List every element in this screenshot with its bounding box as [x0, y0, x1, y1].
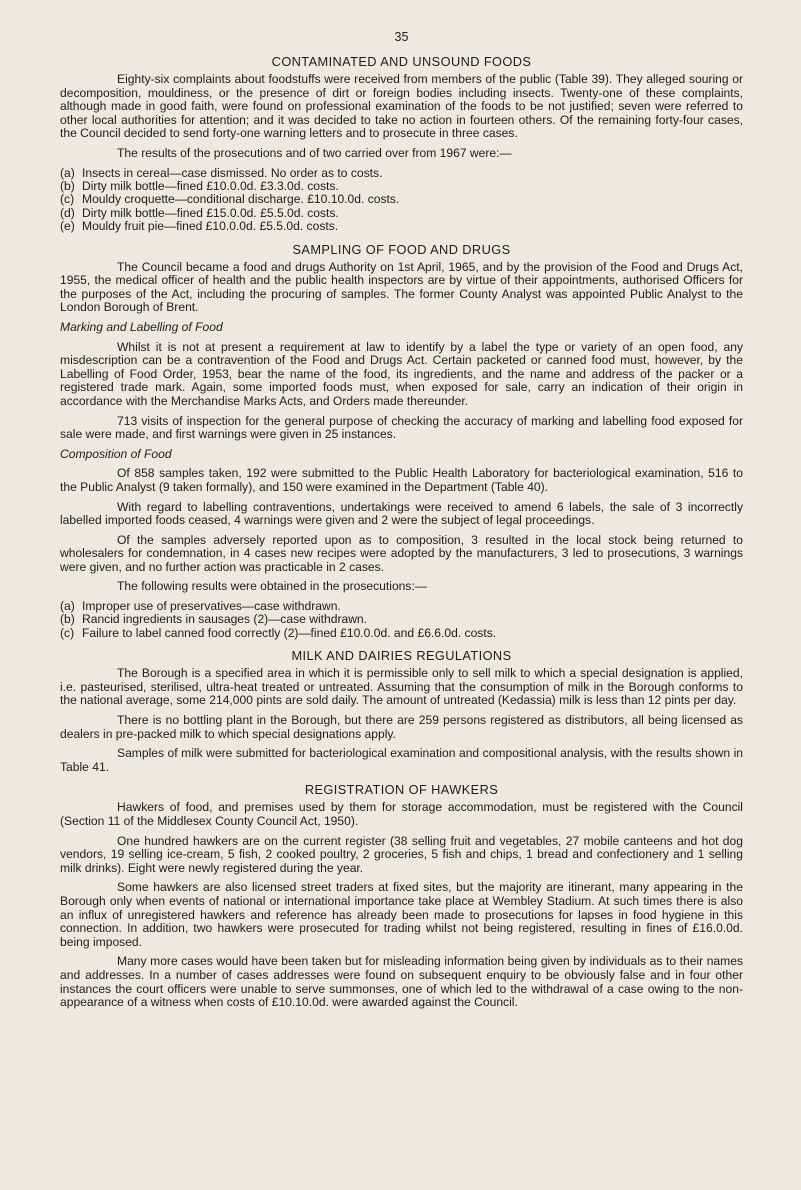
list-item-label: (c): [60, 192, 75, 207]
list-item-text: Dirty milk bottle—fined £10.0.0d. £3.3.0d. costs.: [82, 178, 339, 193]
paragraph: 713 visits of inspection for the general purpose of checking the accuracy of marking and labelling food exposed for sale were made, and first warnings were given in 25 instances.: [60, 413, 743, 442]
list-item-label: (a): [60, 599, 75, 614]
list-item-label: (e): [60, 219, 75, 234]
subheading-marking: Marking and Labelling of Food: [60, 319, 223, 334]
paragraph: Eighty-six complaints about foodstuffs were received from members of the public (Table 39). They alleged souring or decomposition, mouldiness, or the presence of dirt or foreign bodies including insects. Twenty-one of these complaints, although made in good faith, were found on professional examination of the foods to be not justified; seven were referred to other local authorities for attention; and it was decided to take no action in fourteen others. Of the remaining forty-four cases, the Council decided to send forty-one warning letters and to prosecute in three cases.: [60, 72, 743, 141]
list-item-label: (b): [60, 612, 75, 627]
list-item-text: Dirty milk bottle—fined £15.0.0d. £5.5.0d. costs.: [82, 205, 339, 220]
paragraph: The Borough is a specified area in which it is permissible only to sell milk to which a special designation is applied, i.e. pasteurised, sterilised, ultra-heat treated or untreated. Assuming that the consumption of milk in the Borough conforms to the national average, some 214,000 pints are sold daily. The amount of untreated (Kedassia) milk is less than 12 pints per day.: [60, 666, 743, 708]
list-item: [60, 180, 743, 193]
paragraph: The Council became a food and drugs Authority on 1st April, 1965, and by the provision of the Food and Drugs Act, 1955, the medical officer of health and the public health inspectors are by virtue of their appointments, authorised Officers for the purposes of the Act, including the procuring of samples. The former County Analyst was appointed Public Analyst to the London Borough of Brent.: [60, 259, 743, 315]
paragraph: The following results were obtained in the prosecutions:—: [117, 579, 427, 594]
list-item-text: Improper use of preservatives—case withdrawn.: [82, 599, 341, 614]
paragraph: One hundred hawkers are on the current register (38 selling fruit and vegetables, 27 mobile canteens and hot dog vendors, 19 selling ice-cream, 5 fish, 2 cooked poultry, 2 groceries, 5 fish and chips, 1 bread and confectionery and 1 selling milk drinks). Eight were newly registered during the year.: [60, 833, 743, 875]
list-item: [60, 613, 743, 626]
section-heading-contaminated: CONTAMINATED AND UNSOUND FOODS: [271, 54, 532, 69]
paragraph: Some hawkers are also licensed street traders at fixed sites, but the majority are itinerant, many appearing in the Borough only when events of national or international importance take place at Wembley Stadium. At such times there is also an influx of unregistered hawkers and reference has already been made to prosecutions for lapses in food hygiene in this connection. In addition, two hawkers were prosecuted for trading whilst not being registered, resulting in fines of £16.0.0d. being imposed.: [60, 880, 743, 949]
list-item-label: (b): [60, 178, 75, 193]
list-item-label: (d): [60, 205, 75, 220]
list-item-text: Mouldy fruit pie—fined £10.0.0d. £5.5.0d. costs.: [82, 219, 339, 234]
paragraph: There is no bottling plant in the Borough, but there are 259 persons registered as distributors, all being licensed as dealers in pre-packed milk to which special designations apply.: [60, 713, 743, 741]
list-item-label: (c): [60, 625, 75, 640]
list-item: [60, 627, 743, 640]
section-heading-hawkers: REGISTRATION OF HAWKERS: [304, 782, 499, 798]
paragraph: Of 858 samples taken, 192 were submitted to the Public Health Laboratory for bacteriological examination, 516 to the Public Analyst (9 taken formally), and 150 were examined in the Department (Table 40).: [60, 466, 743, 494]
section-heading-milk: MILK AND DAIRIES REGULATIONS: [291, 648, 512, 664]
list-item-text: Failure to label canned food correctly (2)—fined £10.0.0d. and £6.6.0d. costs.: [82, 625, 497, 640]
list-item: [60, 193, 743, 206]
subheading-composition: Composition of Food: [60, 446, 172, 461]
paragraph: Samples of milk were submitted for bacteriological examination and compositional analysis, with the results shown in Table 41.: [60, 746, 743, 774]
paragraph: Many more cases would have been taken but for misleading information being given by individuals as to their names and addresses. In a number of cases addresses were found on subsequent enquiry to be obviously false and in four other instances the court officers were unable to serve summonses, one of which led to the withdrawal of a case owing to the non-appearance of a witness when costs of £10.10.0d. were awarded against the Council.: [60, 954, 743, 1010]
page-number: 35: [394, 30, 409, 44]
list-item-text: Rancid ingredients in sausages (2)—case withdrawn.: [82, 612, 368, 627]
list-item-text: Mouldy croquette—conditional discharge. £10.10.0d. costs.: [82, 192, 400, 207]
section-heading-sampling: SAMPLING OF FOOD AND DRUGS: [292, 241, 511, 257]
list-item: [60, 600, 743, 613]
list-item-text: Insects in cereal—case dismissed. No order as to costs.: [82, 165, 383, 180]
paragraph: Hawkers of food, and premises used by them for storage accommodation, must be registered with the Council (Section 11 of the Middlesex County Council Act, 1950).: [60, 800, 743, 829]
paragraph: Whilst it is not at present a requirement at law to identify by a label the type or variety of an open food, any misdescription can be a contravention of the Food and Drugs Act. Certain packeted or canned food must, however, by the Labelling of Food Order, 1953, bear the name of the food, its ingredients, and the name and address of the packer or a registered trade mark. Again, some imported foods must, when exposed for sale, carry an indication of their origin in accordance with the Merchandise Marks Acts, and Orders made thereunder.: [60, 339, 743, 408]
paragraph: Of the samples adversely reported upon as to composition, 3 resulted in the local stock being returned to wholesalers for condemnation, in 4 cases new recipes were adopted by the manufacturers, 3 led to prosecutions, 3 warnings were given, and no further action was practicable in 2 cases.: [60, 532, 743, 574]
list-item: [60, 167, 743, 180]
paragraph: The results of the prosecutions and of two carried over from 1967 were:—: [117, 145, 512, 160]
list-item: [60, 220, 743, 233]
prosecution-results-list: [60, 600, 743, 640]
list-item: [60, 207, 743, 220]
paragraph: With regard to labelling contraventions, undertakings were received to amend 6 labels, the sale of 3 incorrectly labelled imported foods ceased, 4 warnings were given and 2 were the subject of legal proceedings.: [60, 499, 743, 528]
list-item-label: (a): [60, 165, 75, 180]
prosecution-results-list: [60, 167, 743, 234]
